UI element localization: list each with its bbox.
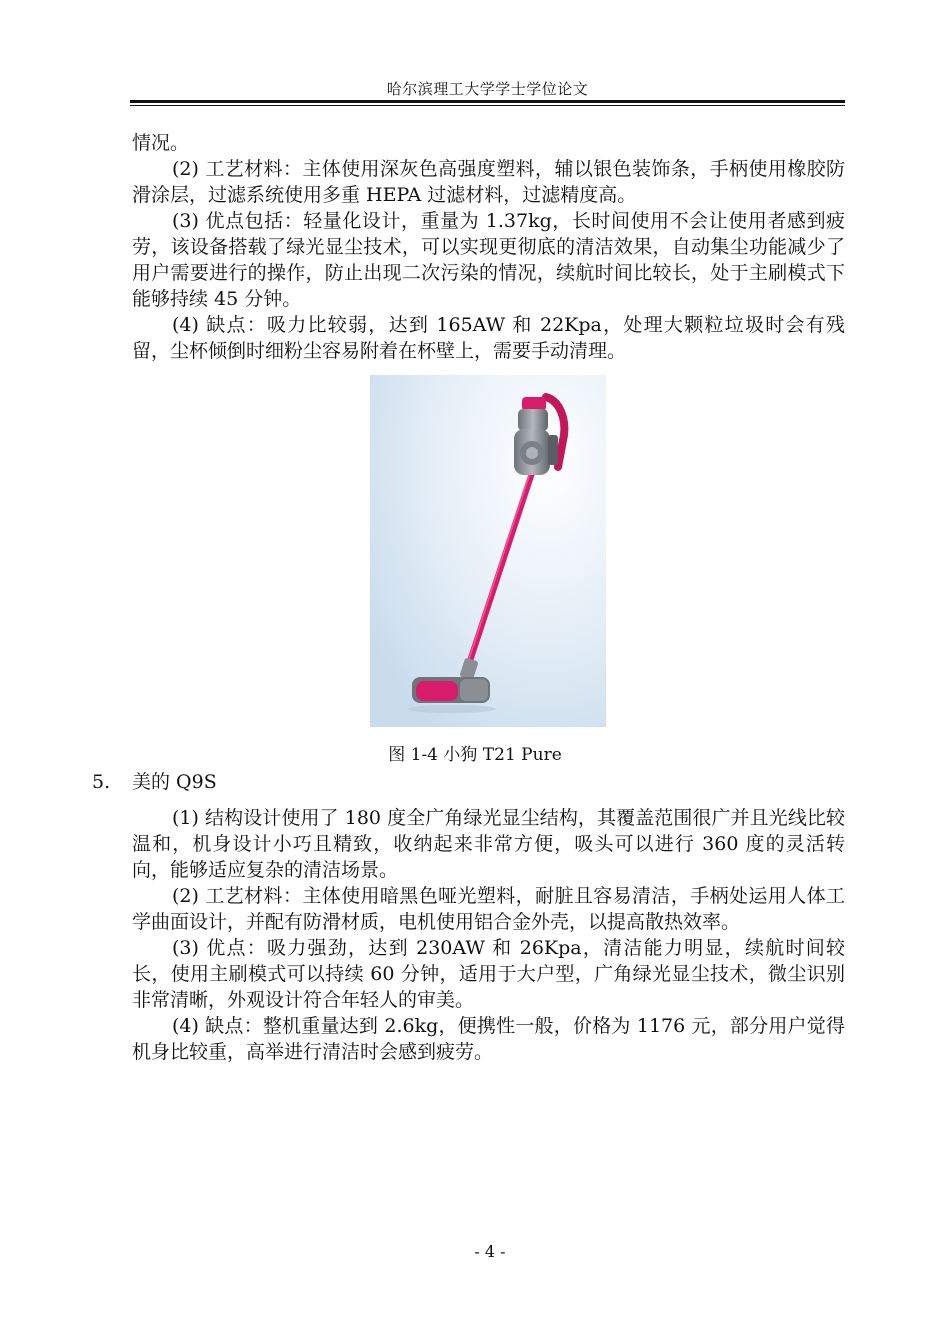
header-rule-thin bbox=[130, 105, 845, 106]
figure-caption: 图 1-4 小狗 T21 Pure bbox=[388, 745, 562, 765]
header-rule-thick bbox=[130, 100, 845, 103]
text-block-2 bbox=[132, 805, 845, 1065]
section-heading bbox=[92, 767, 217, 794]
paragraph: (2) 工艺材料：主体使用深灰色高强度塑料，辅以银色装饰条，手柄使用橡胶防滑涂层，过滤系统使用多重 HEPA 过滤材料，过滤精度高。 bbox=[132, 158, 845, 206]
section-title: 美的 Q9S bbox=[132, 771, 217, 793]
paragraph: (2) 工艺材料：主体使用暗黑色哑光塑料，耐脏且容易清洁，手柄处运用人体工学曲面设计，并配有防滑材质，电机使用铝合金外壳，以提高散热效率。 bbox=[132, 885, 845, 933]
paragraph: (3) 优点包括：轻量化设计，重量为 1.37kg，长时间使用不会让使用者感到疲劳，该设备搭载了绿光显尘技术，可以实现更彻底的清洁效果，自动集尘功能减少了用户需要进行的操作，防止出现二次污染的情况，续航时间比较长，处于主刷模式下能够持续 45 分钟。 bbox=[132, 210, 845, 310]
section-number: 5. bbox=[92, 771, 111, 793]
paragraph: (3) 优点：吸力强劲，达到 230AW 和 26Kpa，清洁能力明显，续航时间较长，使用主刷模式可以持续 60 分钟，适用于大户型，广角绿光显尘技术，微尘识别非常清晰，外观设计符合年轻人的审美。 bbox=[132, 937, 845, 1011]
text-block-1 bbox=[132, 130, 845, 364]
page-number: - 4 - bbox=[474, 1242, 506, 1261]
page-header-title: 哈尔滨理工大学学士学位论文 bbox=[386, 80, 589, 98]
paragraph: (4) 缺点：整机重量达到 2.6kg，便携性一般，价格为 1176 元，部分用户觉得机身比较重，高举进行清洁时会感到疲劳。 bbox=[132, 1015, 845, 1063]
paragraph: (1) 结构设计使用了 180 度全广角绿光显尘结构，其覆盖范围很广并且光线比较温和，机身设计小巧且精致，收纳起来非常方便，吸头可以进行 360 度的灵活转向，能够适应复杂的清洁场景。 bbox=[132, 807, 845, 881]
paragraph: (4) 缺点：吸力比较弱，达到 165AW 和 22Kpa，处理大颗粒垃圾时会有残留，尘杯倾倒时细粉尘容易附着在杯壁上，需要手动清理。 bbox=[132, 314, 845, 362]
paragraph: 情况。 bbox=[132, 132, 190, 154]
vacuum-illustration bbox=[370, 375, 606, 727]
vacuum-photo bbox=[370, 375, 606, 727]
